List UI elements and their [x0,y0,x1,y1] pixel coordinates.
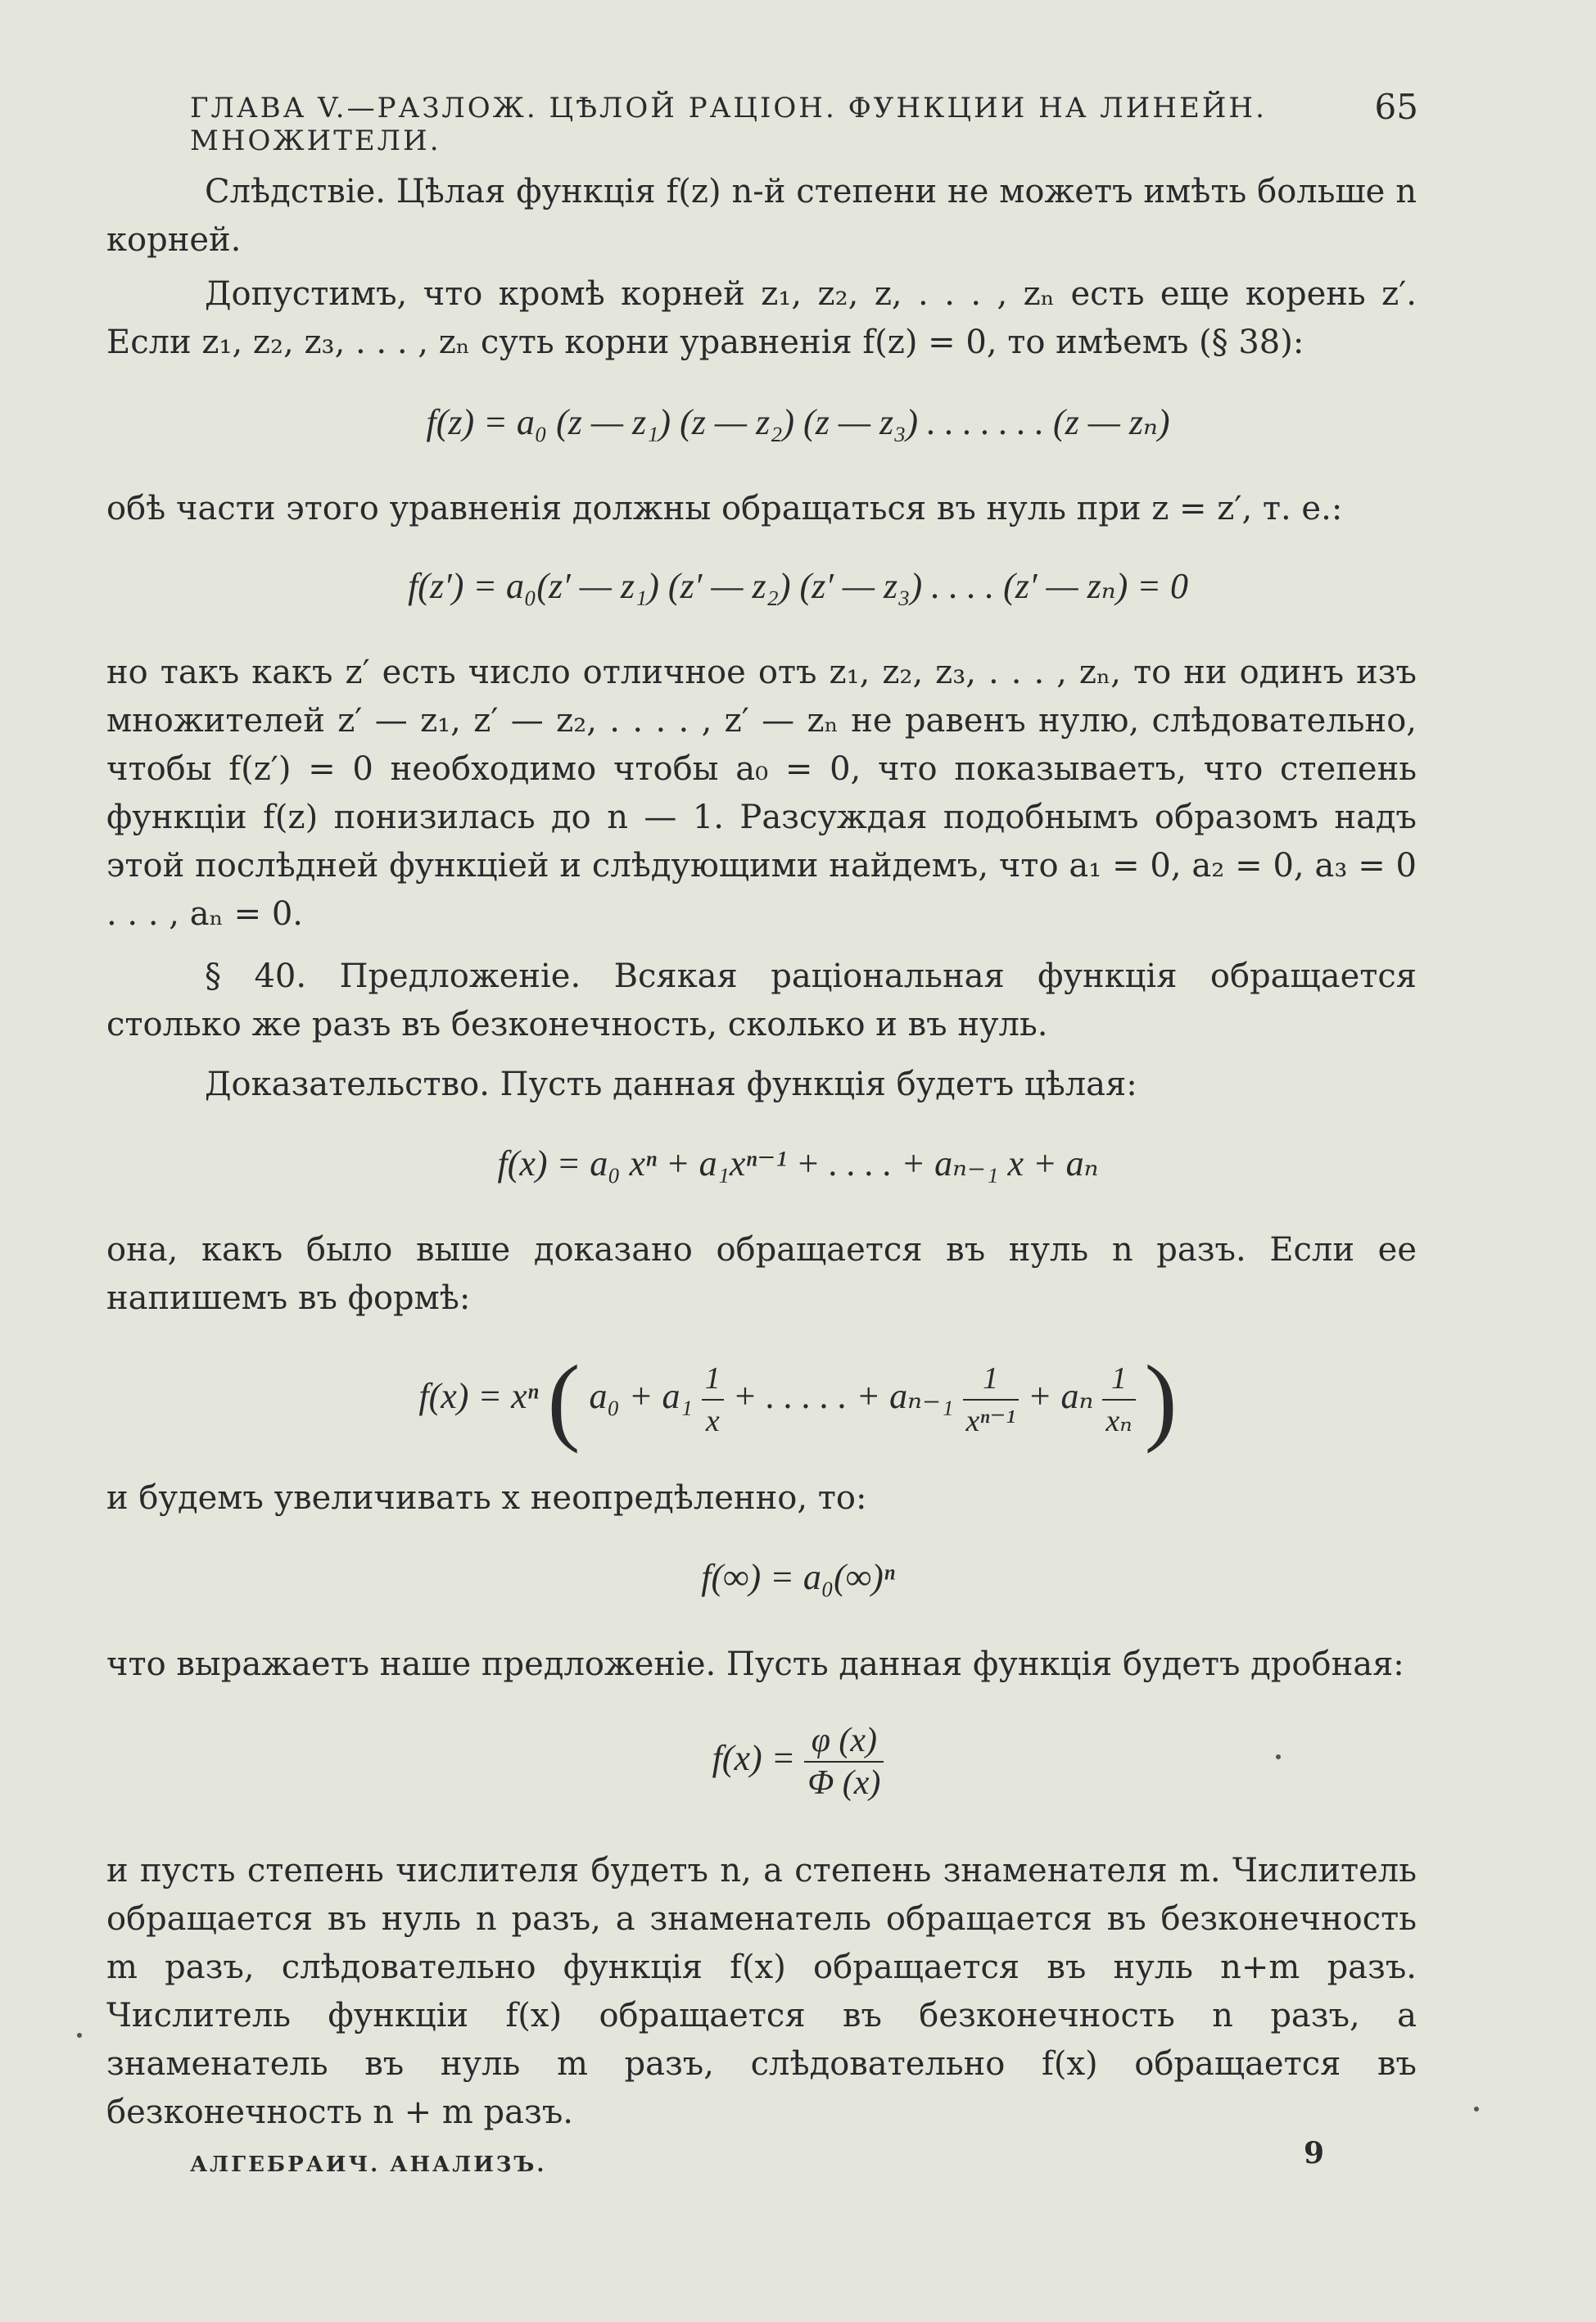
f4-lhs: f(x) = xⁿ [418,1376,539,1417]
assume-paragraph: Допустимъ, что кромѣ корней z₁, z₂, z, . . . , zₙ есть еще корень z′. Если z₁, z₂, z₃, . . . , zₙ суть корни уравненія f(z) = 0, то имѣемъ (§ 38): [106,275,1417,361]
formula-polynomial: f(x) = a₀ xⁿ + a₁xⁿ⁻¹ + . . . . + aₙ₋₁ x + aₙ [497,1143,1099,1184]
footer-sheet-number: 9 [1304,2136,1325,2170]
footer-signature: АЛГЕБРАИЧ. АНАЛИЗЪ. [190,2152,547,2177]
f6-lhs: f(x) = [712,1738,796,1779]
f4-a-terms: a₀ + a₁ [589,1376,693,1417]
paper-speck [1474,2107,1479,2112]
but-since-paragraph: но такъ какъ z′ есть число отличное отъ z₁, z₂, z₃, . . . , zₙ, то ни одинъ изъ множителей z′ — z₁, z′ — z₂, . . . . , z′ — zₙ не равенъ нулю, слѣдовательно, чтобы f(z′) = 0 необходимо чтобы a₀ = 0, что показываетъ, что степень функціи f(z) понизилась до n — 1. Разсуждая подобнымъ образомъ надъ этой послѣдней функціей и слѣдующими найдемъ, что a₁ = 0, a₂ = 0, a₃ = 0 . . . , aₙ = 0. [106,654,1417,933]
vanishes-paragraph: она, какъ было выше доказано обращается въ нуль n разъ. Если ее напишемъ въ формѣ: [106,1231,1417,1317]
f4-middle: + . . . . . + aₙ₋₁ [732,1376,954,1417]
f4-close-paren: ) [1144,1345,1178,1454]
paper-speck [1276,1754,1281,1759]
formula-factored-form [0,1343,1596,1456]
both-sides-paragraph: обѣ части этого уравненія должны обращаться въ нуль при z = z′, т. е.: [106,490,1343,527]
paper-speck [77,2033,82,2038]
formula-infinity: f(∞) = a₀(∞)ⁿ [701,1557,895,1597]
f4-plus-an: + aₙ [1027,1376,1094,1417]
f4-frac-3: $\frac{1}{\text{xₙ}}$ [1102,1358,1135,1442]
proof-paragraph: Доказательство. Пусть данная функція будетъ цѣлая: [205,1066,1137,1103]
page-number: 65 [1374,87,1418,127]
formula-at-z-prime: f(z′) = a₀(z′ — z₁) (z′ — z₂) (z′ — z₃) . . . . (z′ — zₙ) = 0 [408,566,1188,606]
running-header [190,87,1418,157]
f6-numerator: φ (x) [804,1720,884,1763]
corollary-paragraph: Слѣдствіе. Цѣлая функція f(z) n-й степени не можетъ имѣть больше n корней. [106,173,1417,259]
f6-fraction [804,1720,884,1804]
formula-factored: f(z) = a₀ (z — z₁) (z — z₂) (z — z₃) . . . . . . . (z — zₙ) [426,402,1170,442]
f4-frac-2: $\frac{1}{\text{xⁿ⁻¹}}$ [963,1358,1019,1442]
f6-denominator: Φ (x) [807,1764,881,1802]
proposition-paragraph: § 40. Предложеніе. Всякая раціональная функція обращается столько же разъ въ безконечность, сколько и въ нуль. [106,957,1417,1043]
formula-fraction [0,1720,1596,1804]
f4-open-paren: ( [547,1345,581,1454]
degree-paragraph: и пусть степень числителя будетъ n, а степень знаменателя m. Числитель обращается въ нуль n разъ, а знаменатель обращается въ безконечность m разъ, слѣдовательно функція f(x) обращается въ нуль n+m разъ. Числитель функціи f(x) обращается въ безконечность n разъ, а знаменатель въ нуль m разъ, слѣдовательно f(x) обращается въ безконечность n + m разъ. [106,1852,1417,2131]
header-title: ГЛАВА V.—РАЗЛОЖ. ЦѢЛОЙ РАЦІОН. ФУНКЦИИ НА ЛИНЕЙН. МНОЖИТЕЛИ. [190,92,1267,157]
expresses-paragraph: что выражаетъ наше предложеніе. Пусть данная функція будетъ дробная: [106,1645,1404,1683]
increase-paragraph: и будемъ увеличивать x неопредѣленно, то: [106,1479,867,1517]
f4-frac-1: $\frac{1}{x}$ [702,1358,724,1442]
